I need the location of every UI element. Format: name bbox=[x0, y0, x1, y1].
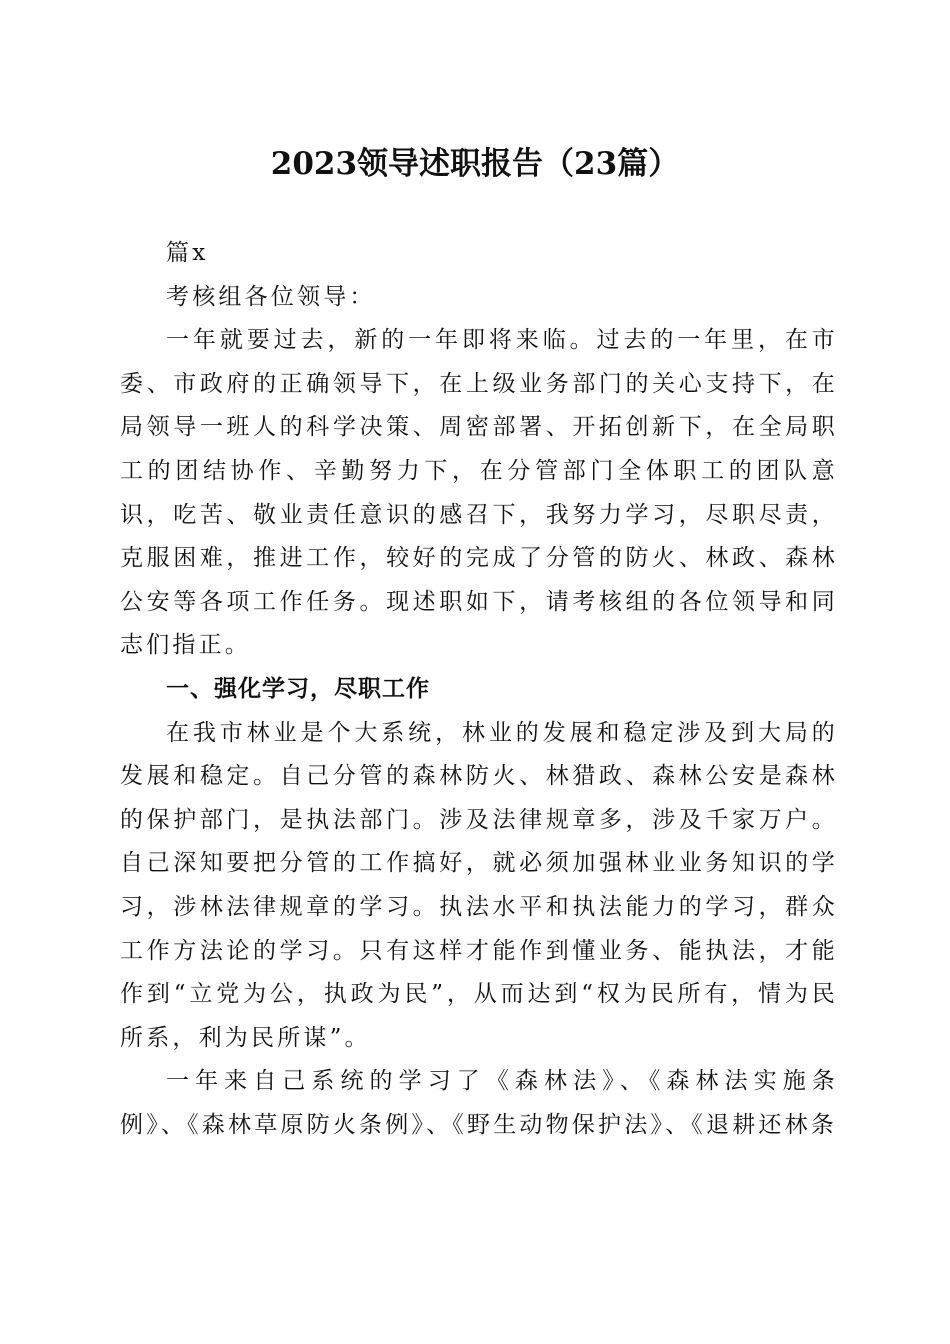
document-body bbox=[120, 232, 838, 1147]
salutation: 考核组各位领导： bbox=[166, 283, 376, 310]
section-label: 篇x bbox=[166, 240, 209, 266]
intro-paragraph: 一年就要过去，新的一年即将来临。过去的一年里，在市委、市政府的正确领导下，在上级业务部门的关心支持下，在局领导一班人的科学决策、周密部署、开拓创新下，在全局职工的团结协作、辛勤努力下，在分管部门全体职工的团队意识，吃苦、敬业责任意识的感召下，我努力学习，尽职尽责，克服困难，推进工作，较好的完成了分管的防火、林政、森林公安等各项工作任务。现述职如下，请考核组的各位领导和同志们指正。 bbox=[120, 327, 838, 659]
body-paragraph: 在我市林业是个大系统，林业的发展和稳定涉及到大局的发展和稳定。自己分管的森林防火、林猎政、森林公安是森林的保护部门，是执法部门。涉及法律规章多，涉及千家万户。自己深知要把分管的工作搞好，就必须加强林业业务知识的学习，涉林法律规章的学习。执法水平和执法能力的学习，群众工作方法论的学习。只有这样才能作到懂业务、能执法，才能作到“立党为公，执政为民”，从而达到“权为民所有，情为民所系，利为民所谋”。 bbox=[120, 719, 838, 1051]
section-heading: 一、强化学习，尽职工作 bbox=[166, 675, 430, 702]
document-title: 2023领导述职报告（23篇） bbox=[270, 146, 680, 182]
body-paragraph-continued: 一年来自己系统的学习了《森林法》、《森林法实施条例》、《森林草原防火条例》、《野生动物保护法》、《退耕还林条 bbox=[120, 1068, 838, 1138]
